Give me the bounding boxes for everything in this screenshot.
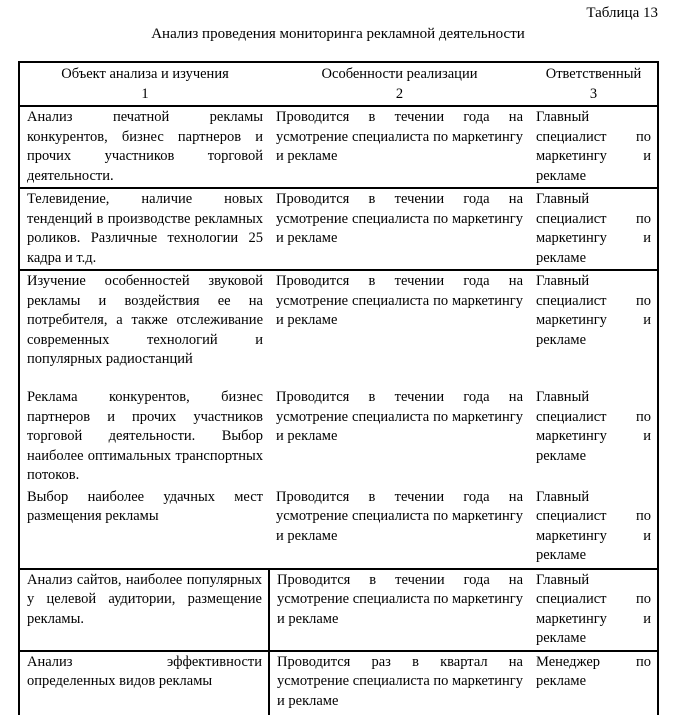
cell-responsible: Главный специалист по маркетингу и рекламе (529, 387, 658, 487)
table-row (19, 651, 658, 715)
table-row (19, 188, 658, 270)
column-header-responsible-label: Ответственный (545, 66, 642, 82)
column-header-object (19, 62, 269, 106)
cell-object: Телевидение, наличие новых тенденций в производстве рекламных роликов. Различные технологии 25 кадра и т.д. (19, 188, 269, 270)
cell-object: Анализ сайтов, наиболее популярных у целевой аудитории, размещение рекламы. (19, 569, 269, 651)
table-row (19, 270, 658, 387)
column-header-implementation (269, 62, 529, 106)
cell-object: Выбор наиболее удачных мест размещения рекламы (19, 487, 269, 569)
cell-responsible: Главный специалист по маркетингу и рекламе (529, 487, 658, 569)
cell-object: Анализ эффективности определенных видов рекламы (19, 651, 269, 715)
cell-responsible: Менеджер по рекламе (529, 651, 658, 715)
cell-object: Анализ печатной рекламы конкурентов, бизнес партнеров и прочих участников торговой деятельности. (19, 106, 269, 188)
table-row (19, 569, 658, 651)
cell-implementation: Проводится в течении года на усмотрение специалиста по маркетингу и рекламе (276, 273, 523, 328)
header-row (19, 62, 658, 106)
cell-implementation: Проводится в течении года на усмотрение специалиста по маркетингу и рекламе (269, 487, 529, 569)
cell-implementation: Проводится в течении года на усмотрение специалиста по маркетингу и рекламе (269, 569, 529, 651)
cell-implementation: Проводится раз в квартал на усмотрение специалиста по маркетингу и рекламе (269, 651, 529, 715)
table-row (19, 487, 658, 569)
table-number-label: Таблица 13 (586, 5, 658, 21)
cell-responsible: Главный специалист по маркетингу и рекламе (529, 270, 658, 387)
column-header-responsible-num: 3 (589, 85, 598, 102)
cell-responsible: Главный специалист по маркетингу и рекламе (529, 569, 658, 651)
column-header-object-label: Объект анализа и изучения (61, 66, 229, 82)
column-header-implementation-num: 2 (395, 85, 404, 102)
column-header-object-num: 1 (141, 85, 149, 102)
table-caption: Анализ проведения мониторинга рекламной деятельности (151, 26, 525, 42)
cell-implementation: Проводится в течении года на усмотрение специалиста по маркетингу и рекламе (269, 188, 529, 270)
monitoring-table (18, 61, 659, 715)
column-header-implementation-label: Особенности реализации (321, 66, 478, 82)
table-row (19, 387, 658, 487)
cell-responsible: Главный специалист по маркетингу и рекламе (529, 188, 658, 270)
cell-object: Реклама конкурентов, бизнес партнеров и прочих участников торговой деятельности. Выбор наиболее оптимальных транспортных потоков. (19, 387, 269, 487)
column-header-responsible (529, 62, 658, 106)
cell-object: Изучение особенностей звуковой рекламы и воздействия ее на потребителя, а также отслеживание современных технологий и популярных радиостанций (19, 270, 269, 387)
cell-implementation: Проводится в течении года на усмотрение специалиста по маркетингу и рекламе (276, 389, 523, 444)
cell-implementation: Проводится в течении года на усмотрение специалиста по маркетингу и рекламе (269, 106, 529, 188)
table-row (19, 106, 658, 188)
cell-responsible: Главный специалист по маркетингу и рекламе (529, 106, 658, 188)
